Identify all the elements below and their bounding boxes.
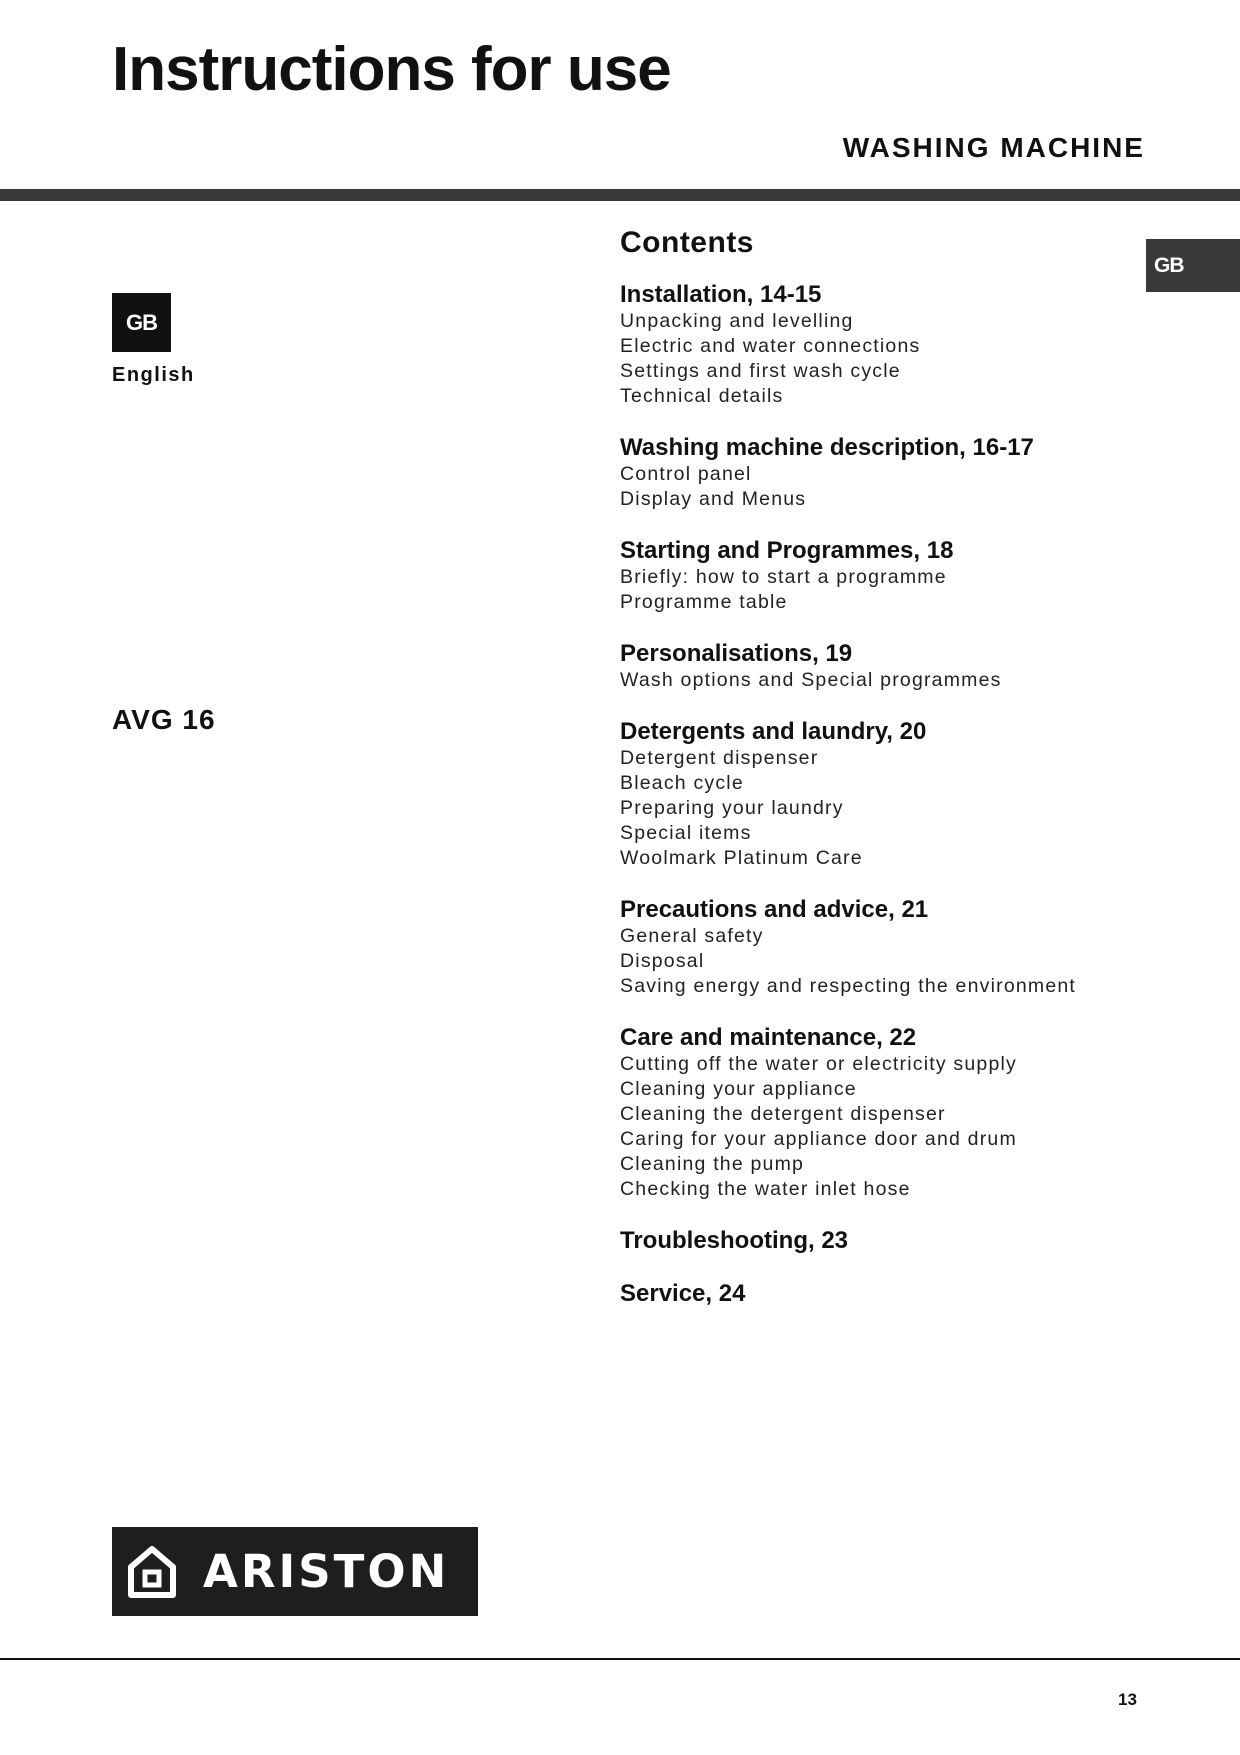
- toc-section-title: Installation, 14-15: [620, 281, 822, 308]
- toc-item: Cleaning the detergent dispenser: [620, 1103, 946, 1125]
- toc-item-list: [620, 668, 1140, 693]
- toc-item: Display and Menus: [620, 488, 807, 510]
- language-name: English: [112, 364, 195, 386]
- product-type: WASHING MACHINE: [842, 132, 1145, 163]
- toc-item: Woolmark Platinum Care: [620, 847, 863, 869]
- toc-section-title: Washing machine description, 16-17: [620, 434, 1034, 461]
- toc-section: [620, 639, 1140, 693]
- toc-section: [620, 1279, 1140, 1308]
- toc-section-title: Detergents and laundry, 20: [620, 718, 927, 745]
- toc-item: Detergent dispenser: [620, 747, 819, 769]
- toc-item: Settings and first wash cycle: [620, 360, 901, 382]
- toc-section: [620, 1023, 1140, 1202]
- contents-heading: Contents: [620, 226, 754, 259]
- toc-item: General safety: [620, 925, 764, 947]
- page-number: 13: [1118, 1690, 1137, 1709]
- house-icon: [127, 1545, 177, 1599]
- toc-item: Cleaning your appliance: [620, 1078, 857, 1100]
- toc-section-title: Starting and Programmes, 18: [620, 537, 954, 564]
- toc-item: Cleaning the pump: [620, 1153, 805, 1175]
- toc-item-list: [620, 309, 1140, 409]
- toc-section-title: Troubleshooting, 23: [620, 1227, 849, 1254]
- toc-section-title: Service, 24: [620, 1280, 746, 1307]
- contents-sections: [620, 280, 1140, 1308]
- header-divider: [0, 189, 1240, 201]
- toc-item: Technical details: [620, 385, 784, 407]
- toc-item: Cutting off the water or electricity supply: [620, 1053, 1017, 1075]
- toc-section-title: Care and maintenance, 22: [620, 1024, 917, 1051]
- toc-item-list: [620, 462, 1140, 512]
- document-title: Instructions for use: [112, 35, 671, 104]
- toc-section-title: Precautions and advice, 21: [620, 896, 929, 923]
- toc-item: Caring for your appliance door and drum: [620, 1128, 1017, 1150]
- table-of-contents: [620, 226, 1140, 1332]
- toc-item-list: [620, 1052, 1140, 1202]
- toc-item-list: [620, 924, 1140, 999]
- toc-item: Electric and water connections: [620, 335, 921, 357]
- toc-item: Preparing your laundry: [620, 797, 844, 819]
- toc-item-list: [620, 746, 1140, 871]
- toc-item: Checking the water inlet hose: [620, 1178, 911, 1200]
- toc-section: [620, 1226, 1140, 1255]
- language-badge: GB: [112, 293, 171, 352]
- brand-name: ARISTON: [203, 1545, 450, 1598]
- ariston-logo: [112, 1527, 478, 1616]
- toc-section: [620, 536, 1140, 615]
- footer-divider: [0, 1658, 1240, 1660]
- toc-section: [620, 717, 1140, 871]
- toc-item: Wash options and Special programmes: [620, 669, 1002, 691]
- toc-section-title: Personalisations, 19: [620, 640, 853, 667]
- toc-item: Bleach cycle: [620, 772, 744, 794]
- toc-item: Disposal: [620, 950, 705, 972]
- toc-item: Control panel: [620, 463, 752, 485]
- toc-item-list: [620, 565, 1140, 615]
- toc-section: [620, 433, 1140, 512]
- toc-section: [620, 895, 1140, 999]
- toc-item: Saving energy and respecting the environment: [620, 975, 1077, 997]
- toc-item: Briefly: how to start a programme: [620, 566, 947, 588]
- toc-section: [620, 280, 1140, 409]
- model-number: AVG 16: [112, 704, 216, 735]
- toc-item: Programme table: [620, 591, 788, 613]
- language-side-tab: GB: [1146, 239, 1240, 292]
- toc-item: Special items: [620, 822, 752, 844]
- toc-item: Unpacking and levelling: [620, 310, 854, 332]
